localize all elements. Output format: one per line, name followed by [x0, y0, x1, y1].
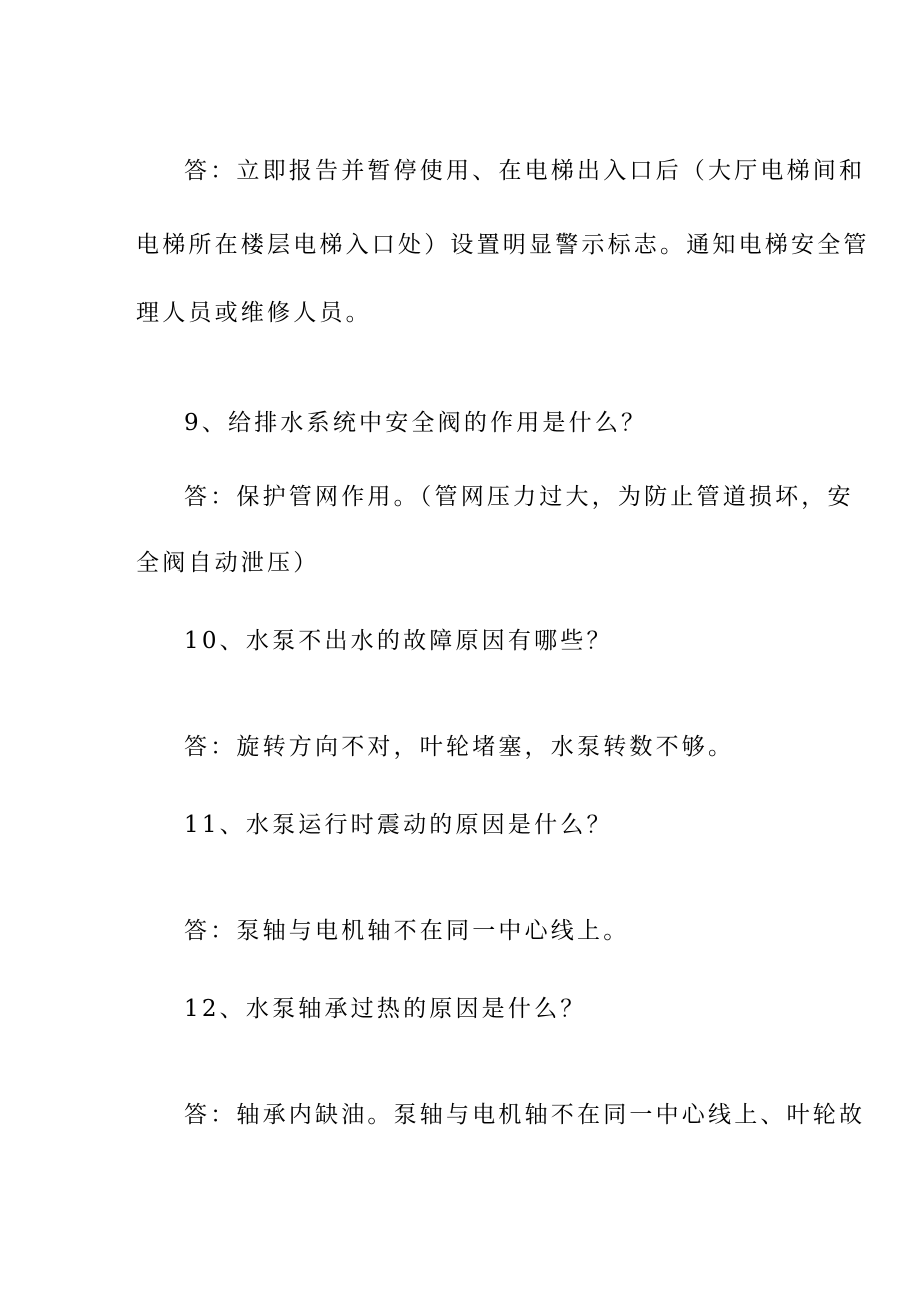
answer-12-line-1: 答：轴承内缺油。泵轴与电机轴不在同一中心线上、叶轮故 [184, 1102, 866, 1128]
answer-8-line-2: 电梯所在楼层电梯入口处）设置明显警示标志。通知电梯安全管 [136, 232, 870, 258]
question-9: 9、给排水系统中安全阀的作用是什么？ [184, 410, 648, 436]
answer-8-line-1: 答：立即报告并暂停使用、在电梯出入口后（大厅电梯间和 [184, 158, 866, 184]
question-11: 11、水泵运行时震动的原因是什么？ [184, 812, 613, 838]
question-12: 12、水泵轴承过热的原因是什么？ [184, 996, 587, 1022]
answer-10: 答：旋转方向不对，叶轮堵塞，水泵转数不够。 [184, 734, 735, 760]
answer-11: 答：泵轴与电机轴不在同一中心线上。 [184, 918, 630, 944]
question-10: 10、水泵不出水的故障原因有哪些？ [184, 628, 613, 654]
answer-9-line-2: 全阀自动泄压） [136, 550, 320, 576]
answer-8-line-3: 理人员或维修人员。 [136, 300, 372, 326]
answer-9-line-1: 答：保护管网作用。（管网压力过大，为防止管道损坏，安 [184, 484, 854, 510]
